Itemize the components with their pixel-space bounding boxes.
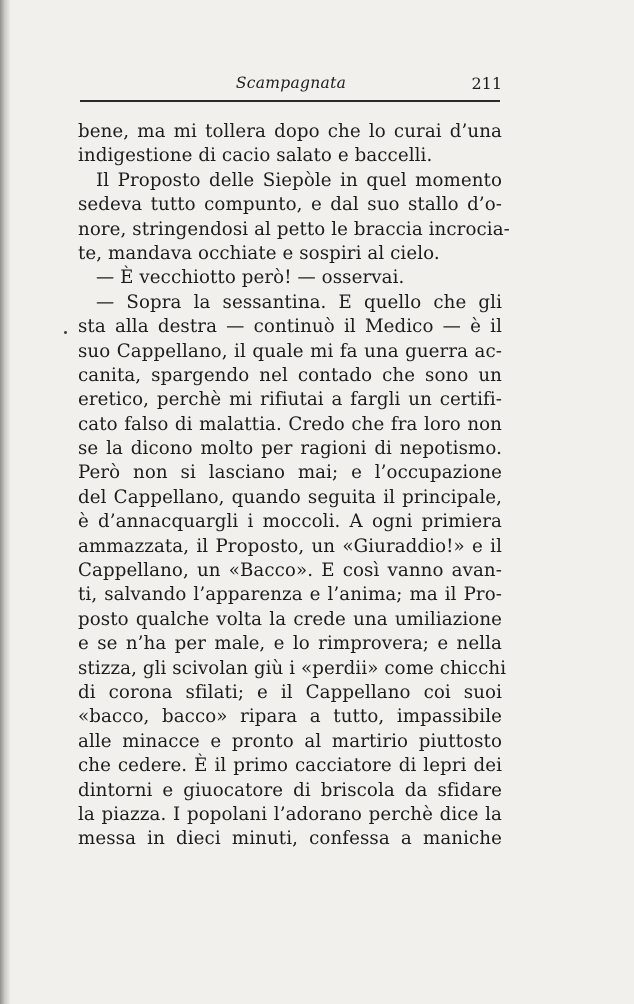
text-line: cato falso di malattia. Credo che fra loro non (78, 413, 502, 435)
text-line: Cappellano, un «Bacco». E così vanno avan- (78, 560, 502, 582)
body-text (78, 120, 510, 852)
ink-speck (64, 331, 67, 334)
text-line: indigestione di cacio salato e baccelli. (78, 145, 433, 167)
text-line: — Sopra la sessantina. E quello che gli (96, 291, 502, 313)
text-line: suo Cappellano, il quale mi fa una guerra ac- (78, 340, 502, 362)
text-line: ti, salvando l’apparenza e l’anima; ma il Pro- (78, 584, 502, 606)
page-header (80, 74, 502, 98)
text-line: — È vecchiotto però! — osservai. (96, 267, 405, 289)
text-line: che cedere. È il primo cacciatore di lepri dei (78, 755, 502, 777)
text-line: Il Proposto delle Siepòle in quel momento (96, 169, 502, 191)
text-line: e se n’ha per male, e lo rimprovera; e nella (78, 633, 502, 655)
text-line: bene, ma mi tollera dopo che lo curai d’una (78, 121, 502, 142)
text-line: posto qualche volta la crede una umiliazione (78, 608, 502, 630)
text-line: di corona sfilati; e il Cappellano coi suoi (78, 681, 502, 703)
text-line: è d’annacquargli i moccoli. A ogni primiera (78, 511, 502, 533)
text-line: del Cappellano, quando seguita il principale, (78, 486, 502, 508)
text-line: te, mandava occhiate e sospiri al cielo. (78, 242, 440, 264)
text-line: la piazza. I popolani l’adorano perchè dice la (78, 803, 502, 825)
page-edge-shadow (0, 0, 10, 1004)
text-line: «bacco, bacco» ripara a tutto, impassibile (78, 706, 502, 728)
text-line: ammazzata, il Proposto, un «Giuraddio!» e il (78, 535, 502, 557)
page-number: 211 (471, 74, 502, 93)
running-title: Scampagnata (235, 74, 347, 92)
text-line: stizza, gli scivolan giù i «perdii» come chicchi (78, 657, 507, 679)
text-line: se la dicono molto per ragioni di nepotismo. (78, 438, 502, 460)
header-rule (80, 100, 500, 102)
text-line: nore, stringendosi al petto le braccia incrocia- (78, 218, 510, 240)
text-line: canita, spargendo nel contado che sono un (78, 364, 502, 386)
text-line: Però non si lasciano mai; e l’occupazione (78, 462, 502, 484)
text-line: eretico, perchè mi rifiutai a fargli un certifi- (78, 389, 502, 411)
text-line: sedeva tutto compunto, e dal suo stallo d’o- (78, 194, 502, 216)
text-line: messa in dieci minuti, confessa a maniche (78, 828, 502, 850)
text-line: sta alla destra — continuò il Medico — è il (78, 316, 502, 338)
text-line: dintorni e giuocatore di briscola da sfidare (78, 779, 502, 801)
text-line: alle minacce e pronto al martirio piuttosto (78, 730, 502, 752)
